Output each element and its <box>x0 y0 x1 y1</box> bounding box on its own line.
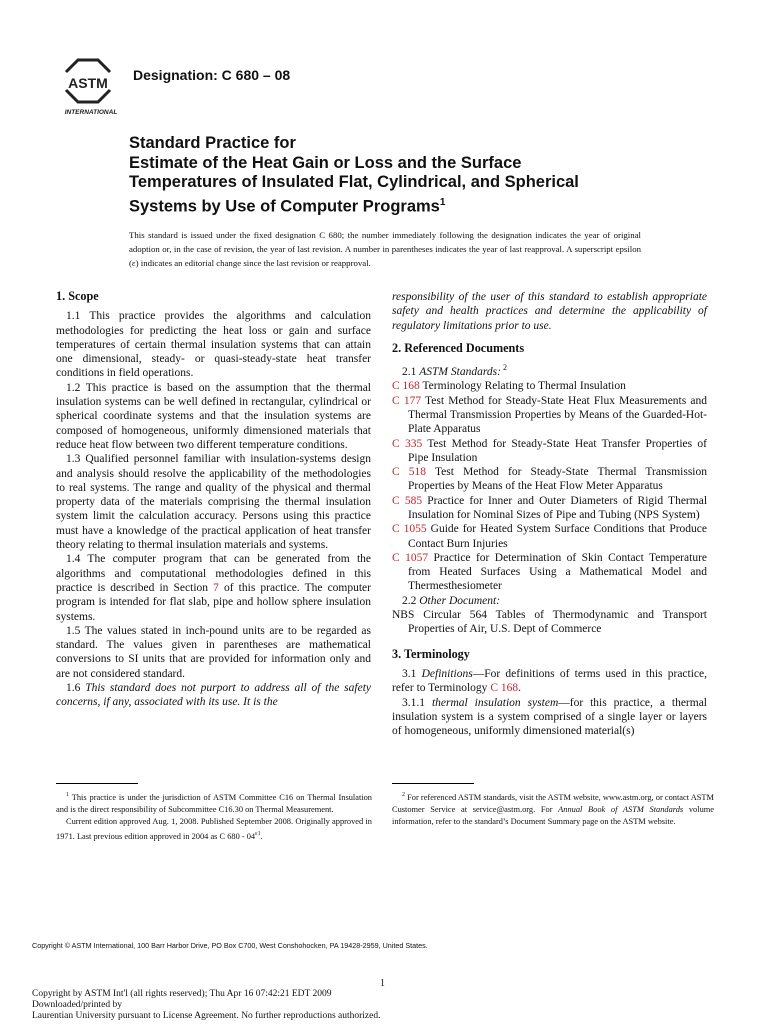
astm-logo <box>58 58 124 116</box>
reference-code-link[interactable]: C 1057 <box>392 551 429 564</box>
subsection-2-2: 2.2 Other Document: <box>402 594 501 607</box>
reference-item: C 518 Test Method for Steady-State Thermal Transmission Properties by Means of the Heat Flow Meter Apparatus <box>392 466 707 493</box>
paragraph-1-5: 1.5 The values stated in inch-pound units are to be regarded as standard. The values given in parentheses are mathematical conversions to SI units that are provided for information only and are not considered standard. <box>56 624 371 680</box>
footnote-1-approval: Current edition approved Aug. 1, 2008. Published September 2008. Originally approved in 1971. Last previous edition approved in 2004 as C $680 - 04^{\varepsilon 1}$. <box>56 816 372 841</box>
title-footnote-mark: 1 <box>439 196 446 208</box>
subsection-2-1: 2.1 ASTM Standards: $^2$ <box>402 363 507 379</box>
reference-code-link[interactable]: C 1055 <box>392 523 427 536</box>
reference-code-link[interactable]: C 177 <box>392 394 422 407</box>
designation: Designation: C 680 – 08 <box>133 67 291 83</box>
paragraph-1-4: 1.4 The computer program that can be generated from the algorithms and computational methodologies defined in this practice is described in Section 7 of this practice. The computer program is intended for flat slab, pipe and hollow sphere insulation systems. <box>56 553 371 623</box>
reference-item: C 1057 Practice for Determination of Skin Contact Temperature from Heated Surfaces Using a Mathematical Model and Thermesthesiometer <box>392 551 707 593</box>
reference-list <box>392 379 707 593</box>
paragraph-1-3: 1.3 Qualified personnel familiar with insulation-systems design and analysis should resolve the applicability of the methodologies to real systems. The range and quality of the physical and thermal property data of the materials comprising the thermal insulation system limit the calculation accuracy. Persons using this practice must have a knowledge of the practical application of heat transfer theory relating to thermal insulation materials and systems. <box>56 453 371 552</box>
paragraph-3-1: 3.1 Definitions—For definitions of terms used in this practice, refer to Terminology C 168. <box>392 667 708 695</box>
reference-item: C 585 Practice for Inner and Outer Diameters of Rigid Thermal Insulation for Nominal Sizes of Pipe and Tubing (NPS System) <box>392 494 708 521</box>
intro-note: This standard is issued under the fixed designation C 680; the number immediately following the designation indicates the year of original adoption or, in the case of revision, the year of last revision. A number in parentheses indicates the year of last reapproval. A superscript epsilon (ε) indicates an editorial change since the last revision or reapproval. <box>129 230 641 268</box>
right-column <box>392 290 707 738</box>
print-stamp <box>32 989 381 1023</box>
reference-code-link[interactable]: C 168 <box>392 380 420 393</box>
document-title <box>129 134 729 217</box>
section-heading-scope: 1. Scope <box>56 289 99 303</box>
paragraph-1-6: 1.6 This standard does not purport to address all of the safety concerns, if any, associated with its use. It is the <box>56 682 372 709</box>
footnote-1: $^1$ This practice is under the jurisdiction of ASTM Committee C16 on Thermal Insulation and is the direct responsibility of Subcommittee C16.30 on Thermal Measurement. <box>56 792 372 814</box>
footnote-rule <box>56 783 138 784</box>
left-column <box>56 284 371 710</box>
reference-code-link[interactable]: C 335 <box>392 437 423 450</box>
print-stamp-line-3: Laurentian University pursuant to License Agreement. No further reproductions authorized. <box>32 1011 381 1022</box>
page-number: 1 <box>380 978 385 989</box>
print-stamp-line-2: Downloaded/printed by <box>32 1000 122 1011</box>
section-heading-referenced: 2. Referenced Documents <box>392 340 525 355</box>
title-line-3: Temperatures of Insulated Flat, Cylindrical, and Spherical <box>129 173 579 192</box>
reference-item: C 1055 Guide for Heated System Surface Conditions that Produce Contact Burn Injuries <box>392 523 707 550</box>
title-line-4: Systems by Use of Computer Programs <box>129 197 440 216</box>
footnote-2: $^2$ For referenced ASTM standards, visit the ASTM website, www.astm.org, or contact ASTM Customer Service at service@astm.org. For Annual Book of ASTM Standards volume information, refer to the standard’s Document Summary page on the ASTM website. <box>392 792 714 826</box>
print-stamp-line-1: Copyright by ASTM Int'l (all rights reserved); Thu Apr 16 07:42:21 EDT 2009 <box>32 989 332 999</box>
section-heading-terminology: 3. Terminology <box>392 646 470 661</box>
section-7-link[interactable]: 7 <box>213 581 219 594</box>
logo-subtext: INTERNATIONAL <box>64 109 118 116</box>
copyright-notice: Copyright © ASTM International, 100 Barr Harbor Drive, PO Box C700, West Conshohocken, PA 19428-2959, United States. <box>32 941 428 950</box>
reference-item: C 177 Test Method for Steady-State Heat Flux Measurements and Thermal Transmission Properties by Means of the Guarded-Hot-Plate Apparatus <box>392 394 708 436</box>
reference-code-link[interactable]: C 585 <box>392 494 423 507</box>
footnote-right <box>392 783 714 828</box>
reference-item: C 168 Terminology Relating to Thermal Insulation <box>392 380 626 393</box>
paragraph-1-1: 1.1 This practice provides the algorithms and calculation methodologies for predicting the heat loss or gain and surface temperatures of certain thermal insulation systems that can attain one dimensional, steady- or quasi-steady-state heat transfer conditions in field operations. <box>56 310 371 380</box>
c168-link[interactable]: C 168 <box>490 682 519 695</box>
paragraph-1-6-continued: responsibility of the user of this standard to establish appropriate safety and health practices and determine the applicability of regulatory limitations prior to use. <box>392 291 707 332</box>
title-line-2: Estimate of the Heat Gain or Loss and the Surface <box>129 153 522 172</box>
logo-text: ASTM <box>68 75 108 91</box>
footnote-left <box>56 783 372 843</box>
reference-code-link[interactable]: C 518 <box>392 466 427 479</box>
title-line-1: Standard Practice for <box>129 134 296 152</box>
reference-item: C 335 Test Method for Steady-State Heat Transfer Properties of Pipe Insulation <box>392 437 707 464</box>
paragraph-1-2: 1.2 This practice is based on the assumption that the thermal insulation systems can be well defined in rectangular, cylindrical or spherical coordinate systems and that the insulation systems are composed of homogeneous, uniformly dimensioned materials that reduce heat flow between two different temperature conditions. <box>56 381 371 451</box>
other-document: NBS Circular 564 Tables of Thermodynamic and Transport Properties of Air, U.S. Dept of Commerce <box>392 609 707 636</box>
paragraph-3-1-1: 3.1.1 thermal insulation system—for this practice, a thermal insulation system is a system comprised of a single layer or layers of homogeneous, uniformly dimensioned material(s) <box>392 696 707 738</box>
footnote-rule <box>392 783 474 784</box>
